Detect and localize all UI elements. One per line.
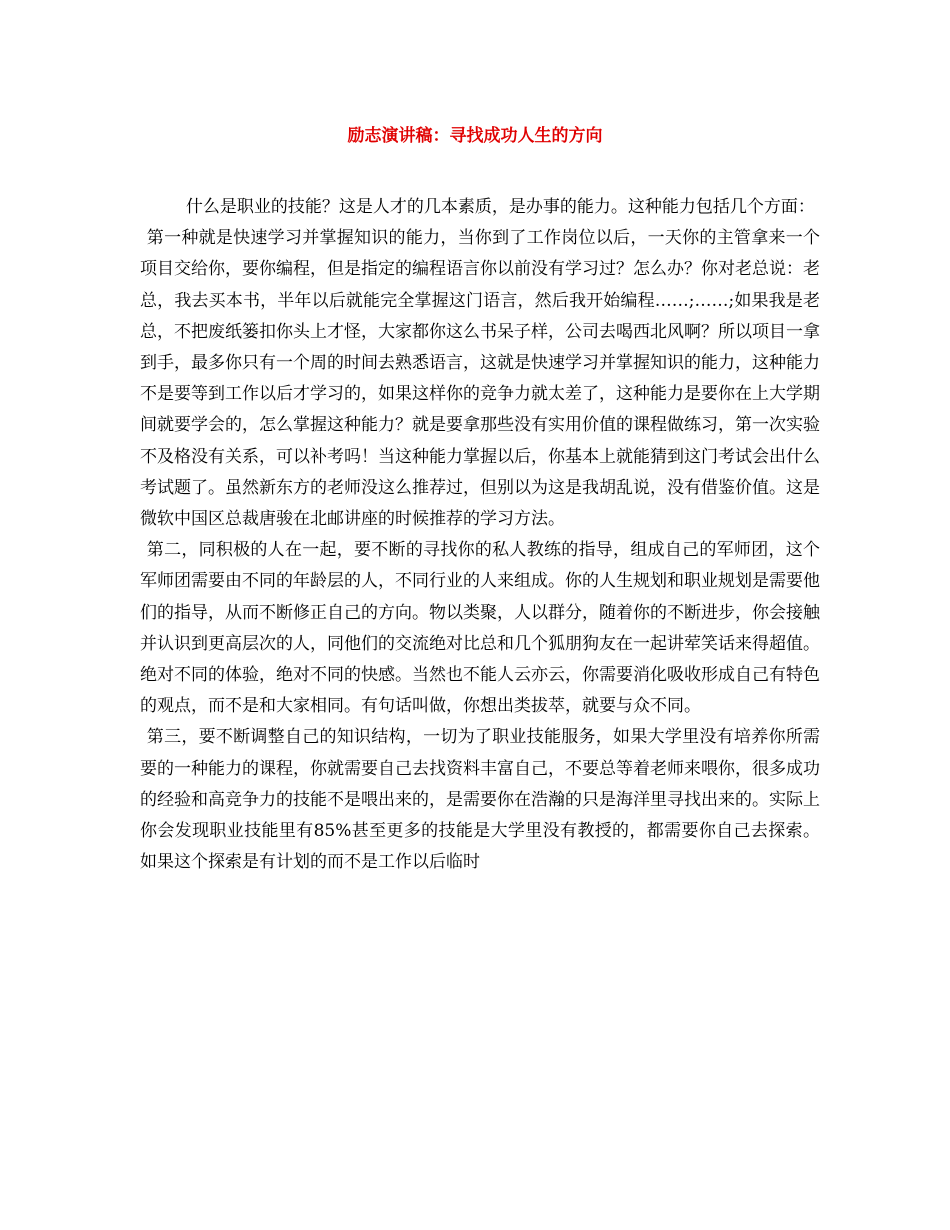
paragraph-first-skill: 第一种就是快速学习并掌握知识的能力，当你到了工作岗位以后，一天你的主管拿来一个项目交给你，要你编程，但是指定的编程语言你以前没有学习过？怎么办？你对老总说：老总，我去买本书，半年以后就能完全掌握这门语言，然后我开始编程……;……;如果我是老总，不把废纸篓扣你头上才怪，大家都你这么书呆子样，公司去喝西北风啊？所以项目一拿到手，最多你只有一个周的时间去熟悉语言，这就是快速学习并掌握知识的能力，这种能力不是要等到工作以后才学习的，如果这样你的竞争力就太差了，这种能力是要你在上大学期间就要学会的，怎么掌握这种能力？就是要拿那些没有实用价值的课程做练习，第一次实验不及格没有关系，可以补考吗！当这种能力掌握以后，你基本上就能猜到这门考试会出什么考试题了。虽然新东方的老师没这么推荐过，但别以为这是我胡乱说，没有借鉴价值。这是微软中国区总裁唐骏在北邮讲座的时候推荐的学习方法。 — [140, 228, 820, 530]
document-title: 励志演讲稿：寻找成功人生的方向 — [347, 126, 603, 146]
paragraph-intro: 什么是职业的技能？这是人才的几本素质，是办事的能力。这种能力包括几个方面： — [185, 197, 815, 217]
paragraph-second-skill: 第二，同积极的人在一起，要不断的寻找你的私人教练的指导，组成自己的军师团，这个军师团需要由不同的年龄层的人，不同行业的人来组成。你的人生规划和职业规划是需要他们的指导，从而不断修正自己的方向。物以类聚，人以群分，随着你的不断进步，你会接触并认识到更高层次的人，同他们的交流绝对比总和几个狐朋狗友在一起讲荤笑话来得超值。绝对不同的体验，绝对不同的快感。当然也不能人云亦云，你需要消化吸收形成自己有特色的观点，而不是和大家相同。有句话叫做，你想出类拔萃，就要与众不同。 — [140, 540, 820, 717]
paragraph-third-skill: 第三，要不断调整自己的知识结构，一切为了职业技能服务，如果大学里没有培养你所需要的一种能力的课程，你就需要自己去找资料丰富自己，不要总等着老师来喂你，很多成功的经验和高竞争力的技能不是喂出来的，是需要你在浩瀚的只是海洋里寻找出来的。实际上你会发现职业技能里有85%甚至更多的技能是大学里没有教授的，都需要你自己去探索。如果这个探索是有计划的而不是工作以后临时 — [140, 727, 820, 873]
document-body — [140, 192, 820, 878]
